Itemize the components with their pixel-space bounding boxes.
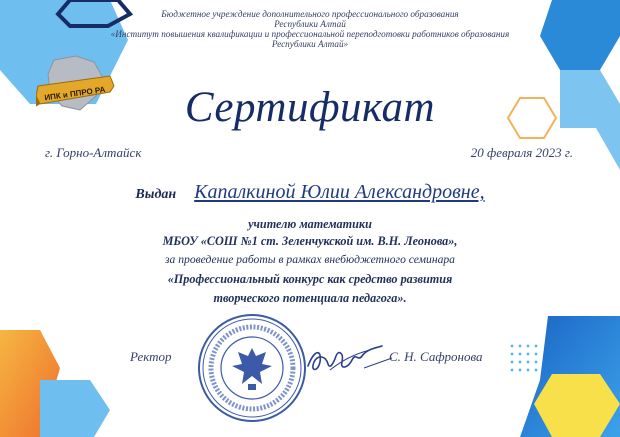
seminar-topic-line-2: творческого потенциала педагога». — [213, 291, 407, 305]
signatory-name: С. Н. Сафронова — [389, 349, 483, 364]
recipient-name: Капалкиной Юлии Александровне, — [194, 181, 485, 203]
stamp-emblem-icon — [232, 348, 272, 390]
handwritten-signature — [300, 332, 395, 382]
seminar-topic-line-1: «Профессиональный конкурс как средство развития — [167, 272, 453, 286]
city: г. Горно-Алтайск — [45, 145, 142, 160]
header-line-4: Республики Алтай» — [271, 39, 349, 49]
logo-text: ИПК и ППРО РА — [43, 84, 106, 103]
header-line-1: Бюджетное учреждение дополнительного профессионального образования — [161, 9, 459, 19]
recipient-position: учителю математики — [248, 217, 372, 231]
recipient-line — [0, 181, 620, 204]
organization-header — [0, 9, 620, 49]
signatory-role: Ректор — [130, 349, 172, 364]
award-purpose: за проведение работы в рамках внебюджетного семинара — [165, 253, 455, 266]
certificate-title: Сертификат — [184, 84, 436, 131]
official-stamp — [196, 312, 308, 424]
issue-date: 20 февраля 2023 г. — [470, 145, 573, 160]
header-line-3: «Институт повышения квалификации и профессиональной переподготовки работников образования — [110, 29, 510, 39]
recipient-school: МБОУ «СОШ №1 ст. Зеленчукской им. В.Н. Леонова», — [162, 234, 458, 248]
hexagon-bottom-left-blue-shape — [40, 380, 110, 437]
issued-label: Выдан — [135, 187, 177, 202]
dot-pattern — [511, 345, 538, 372]
header-line-2: Республики Алтай — [274, 19, 346, 29]
